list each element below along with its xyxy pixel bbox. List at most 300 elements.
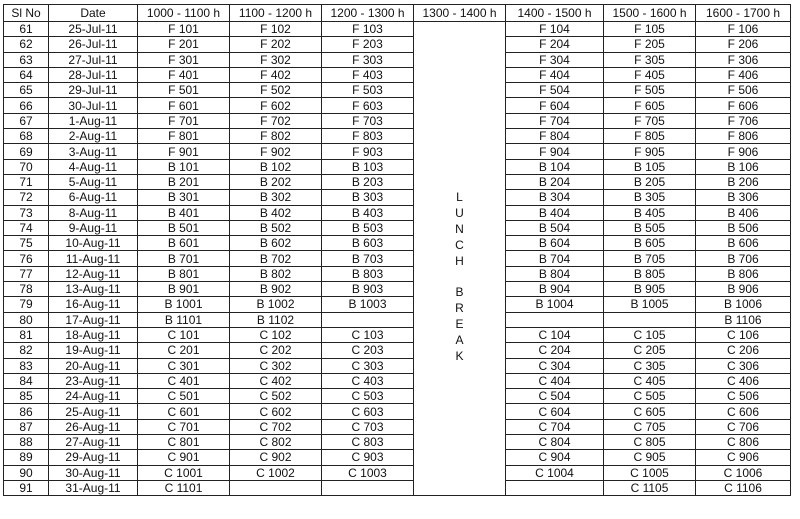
date-cell: 24-Aug-11 [49, 389, 138, 404]
date-cell: 27-Jul-11 [49, 52, 138, 67]
slot-1100-cell: F 402 [230, 67, 322, 82]
slot-1200-cell: B 503 [322, 220, 414, 235]
slot-1200-cell: F 803 [322, 129, 414, 144]
header-row [4, 5, 791, 22]
slot-1400-cell: F 704 [506, 113, 604, 128]
slot-1400-cell: B 104 [506, 159, 604, 174]
slot-1400-cell: F 404 [506, 67, 604, 82]
slot-1200-cell: C 103 [322, 327, 414, 342]
slot-1600-cell: C 606 [696, 404, 791, 419]
sl-no-cell: 82 [4, 343, 49, 358]
slot-1200-cell [322, 312, 414, 327]
table-row [4, 129, 791, 144]
slot-1500-cell: F 905 [604, 144, 696, 159]
slot-1100-cell: B 302 [230, 190, 322, 205]
date-cell: 2-Aug-11 [49, 129, 138, 144]
slot-1200-cell: C 803 [322, 435, 414, 450]
slot-1200-cell: C 403 [322, 373, 414, 388]
sl-no-cell: 72 [4, 190, 49, 205]
table-row [4, 282, 791, 297]
slot-1000-cell: C 1101 [138, 480, 230, 495]
table-row [4, 358, 791, 373]
slot-1400-cell: F 504 [506, 83, 604, 98]
date-cell: 13-Aug-11 [49, 282, 138, 297]
slot-1000-cell: F 301 [138, 52, 230, 67]
slot-1600-cell: B 506 [696, 220, 791, 235]
sl-no-cell: 67 [4, 113, 49, 128]
slot-1200-cell: C 703 [322, 419, 414, 434]
slot-1400-cell: C 404 [506, 373, 604, 388]
slot-1400-cell: F 804 [506, 129, 604, 144]
slot-1400-cell: C 204 [506, 343, 604, 358]
sl-no-cell: 86 [4, 404, 49, 419]
lunch-break-label [414, 22, 505, 365]
slot-1200-cell: B 103 [322, 159, 414, 174]
slot-1500-cell: F 805 [604, 129, 696, 144]
date-cell: 19-Aug-11 [49, 343, 138, 358]
sl-no-cell: 87 [4, 419, 49, 434]
table-row [4, 435, 791, 450]
slot-1600-cell: C 906 [696, 450, 791, 465]
date-cell: 3-Aug-11 [49, 144, 138, 159]
slot-1200-cell: C 1003 [322, 465, 414, 480]
slot-1000-cell: F 601 [138, 98, 230, 113]
slot-1100-cell: B 402 [230, 205, 322, 220]
slot-1000-cell: C 201 [138, 343, 230, 358]
date-cell: 5-Aug-11 [49, 174, 138, 189]
slot-1500-cell: B 405 [604, 205, 696, 220]
slot-1200-cell: C 903 [322, 450, 414, 465]
header-sl-no: Sl No [4, 5, 49, 22]
slot-1100-cell: C 802 [230, 435, 322, 450]
slot-1600-cell: F 306 [696, 52, 791, 67]
table-row [4, 67, 791, 82]
slot-1100-cell: F 302 [230, 52, 322, 67]
slot-1000-cell: B 201 [138, 174, 230, 189]
slot-1000-cell: C 1001 [138, 465, 230, 480]
table-row [4, 266, 791, 281]
slot-1600-cell: F 406 [696, 67, 791, 82]
slot-1000-cell: C 101 [138, 327, 230, 342]
slot-1000-cell: C 701 [138, 419, 230, 434]
header-slot-1400: 1400 - 1500 h [506, 5, 604, 22]
slot-1200-cell: B 903 [322, 282, 414, 297]
slot-1600-cell: C 206 [696, 343, 791, 358]
sl-no-cell: 70 [4, 159, 49, 174]
sl-no-cell: 71 [4, 174, 49, 189]
slot-1100-cell: F 702 [230, 113, 322, 128]
sl-no-cell: 65 [4, 83, 49, 98]
sl-no-cell: 77 [4, 266, 49, 281]
slot-1600-cell: B 206 [696, 174, 791, 189]
lunch-letter: E [455, 317, 464, 332]
table-row [4, 297, 791, 312]
slot-1500-cell: C 1105 [604, 480, 696, 495]
slot-1000-cell: B 1101 [138, 312, 230, 327]
date-cell: 25-Jul-11 [49, 22, 138, 37]
slot-1200-cell: F 103 [322, 22, 414, 37]
slot-1500-cell: B 605 [604, 236, 696, 251]
slot-1500-cell: C 705 [604, 419, 696, 434]
slot-1200-cell: B 403 [322, 205, 414, 220]
slot-1100-cell: C 502 [230, 389, 322, 404]
slot-1400-cell: C 904 [506, 450, 604, 465]
slot-1400-cell: B 704 [506, 251, 604, 266]
slot-1100-cell: F 802 [230, 129, 322, 144]
slot-1100-cell [230, 480, 322, 495]
slot-1200-cell: F 603 [322, 98, 414, 113]
slot-1100-cell: B 602 [230, 236, 322, 251]
table-row [4, 52, 791, 67]
slot-1600-cell: F 206 [696, 37, 791, 52]
slot-1400-cell: B 1004 [506, 297, 604, 312]
slot-1500-cell: C 105 [604, 327, 696, 342]
date-cell: 29-Jul-11 [49, 83, 138, 98]
slot-1100-cell: C 602 [230, 404, 322, 419]
slot-1200-cell: F 903 [322, 144, 414, 159]
schedule-body [4, 22, 791, 496]
date-cell: 30-Aug-11 [49, 465, 138, 480]
slot-1000-cell: C 601 [138, 404, 230, 419]
slot-1400-cell: C 304 [506, 358, 604, 373]
slot-1100-cell: B 1102 [230, 312, 322, 327]
slot-1200-cell: C 603 [322, 404, 414, 419]
sl-no-cell: 62 [4, 37, 49, 52]
slot-1400-cell: B 304 [506, 190, 604, 205]
slot-1000-cell: F 201 [138, 37, 230, 52]
sl-no-cell: 64 [4, 67, 49, 82]
slot-1200-cell: C 303 [322, 358, 414, 373]
date-cell: 9-Aug-11 [49, 220, 138, 235]
slot-1500-cell: B 805 [604, 266, 696, 281]
date-cell: 30-Jul-11 [49, 98, 138, 113]
sl-no-cell: 85 [4, 389, 49, 404]
slot-1400-cell: C 1004 [506, 465, 604, 480]
slot-1400-cell: F 204 [506, 37, 604, 52]
header-slot-1300: 1300 - 1400 h [414, 5, 506, 22]
table-row [4, 343, 791, 358]
slot-1500-cell: C 305 [604, 358, 696, 373]
slot-1200-cell: B 803 [322, 266, 414, 281]
lunch-letter: L [456, 190, 463, 204]
slot-1600-cell: B 906 [696, 282, 791, 297]
slot-1500-cell: C 905 [604, 450, 696, 465]
sl-no-cell: 83 [4, 358, 49, 373]
slot-1000-cell: C 501 [138, 389, 230, 404]
slot-1200-cell: B 203 [322, 174, 414, 189]
sl-no-cell: 78 [4, 282, 49, 297]
slot-1200-cell: B 703 [322, 251, 414, 266]
slot-1000-cell: C 401 [138, 373, 230, 388]
header-slot-1000: 1000 - 1100 h [138, 5, 230, 22]
date-cell: 8-Aug-11 [49, 205, 138, 220]
lunch-letter: B [455, 285, 464, 300]
lunch-letter: U [455, 205, 464, 220]
table-row [4, 236, 791, 251]
table-row [4, 480, 791, 495]
lunch-letter: H [455, 253, 464, 268]
header-date: Date [49, 5, 138, 22]
slot-1500-cell: F 105 [604, 22, 696, 37]
slot-1400-cell: F 904 [506, 144, 604, 159]
date-cell: 26-Jul-11 [49, 37, 138, 52]
sl-no-cell: 80 [4, 312, 49, 327]
header-slot-1600: 1600 - 1700 h [696, 5, 791, 22]
date-cell: 17-Aug-11 [49, 312, 138, 327]
slot-1500-cell: F 405 [604, 67, 696, 82]
sl-no-cell: 84 [4, 373, 49, 388]
sl-no-cell: 89 [4, 450, 49, 465]
slot-1500-cell: C 805 [604, 435, 696, 450]
date-cell: 18-Aug-11 [49, 327, 138, 342]
slot-1400-cell: B 504 [506, 220, 604, 235]
sl-no-cell: 88 [4, 435, 49, 450]
table-row [4, 22, 791, 37]
slot-1100-cell: C 702 [230, 419, 322, 434]
sl-no-cell: 73 [4, 205, 49, 220]
slot-1200-cell [322, 480, 414, 495]
table-row [4, 327, 791, 342]
slot-1600-cell: B 806 [696, 266, 791, 281]
header-slot-1100: 1100 - 1200 h [230, 5, 322, 22]
slot-1000-cell: B 801 [138, 266, 230, 281]
slot-1200-cell: F 503 [322, 83, 414, 98]
lunch-letter: C [455, 237, 464, 252]
table-row [4, 465, 791, 480]
slot-1000-cell: F 801 [138, 129, 230, 144]
slot-1200-cell: C 203 [322, 343, 414, 358]
table-row [4, 37, 791, 52]
slot-1000-cell: F 701 [138, 113, 230, 128]
slot-1400-cell [506, 312, 604, 327]
slot-1400-cell: C 804 [506, 435, 604, 450]
date-cell: 11-Aug-11 [49, 251, 138, 266]
slot-1500-cell: B 1005 [604, 297, 696, 312]
slot-1100-cell: B 102 [230, 159, 322, 174]
sl-no-cell: 81 [4, 327, 49, 342]
slot-1200-cell: B 303 [322, 190, 414, 205]
slot-1400-cell [506, 480, 604, 495]
slot-1400-cell: C 704 [506, 419, 604, 434]
slot-1000-cell: F 401 [138, 67, 230, 82]
slot-1400-cell: C 604 [506, 404, 604, 419]
table-row [4, 190, 791, 205]
date-cell: 10-Aug-11 [49, 236, 138, 251]
slot-1200-cell: F 703 [322, 113, 414, 128]
slot-1600-cell: C 106 [696, 327, 791, 342]
date-cell: 29-Aug-11 [49, 450, 138, 465]
slot-1500-cell: B 105 [604, 159, 696, 174]
slot-1600-cell: F 506 [696, 83, 791, 98]
slot-1500-cell: B 505 [604, 220, 696, 235]
date-cell: 4-Aug-11 [49, 159, 138, 174]
slot-1000-cell: B 1001 [138, 297, 230, 312]
slot-1100-cell: B 202 [230, 174, 322, 189]
table-row [4, 144, 791, 159]
slot-1600-cell: F 106 [696, 22, 791, 37]
slot-1100-cell: B 802 [230, 266, 322, 281]
slot-1500-cell: B 205 [604, 174, 696, 189]
sl-no-cell: 63 [4, 52, 49, 67]
date-cell: 16-Aug-11 [49, 297, 138, 312]
slot-1600-cell: B 606 [696, 236, 791, 251]
table-row [4, 159, 791, 174]
slot-1000-cell: B 901 [138, 282, 230, 297]
slot-1100-cell: F 502 [230, 83, 322, 98]
slot-1600-cell: C 806 [696, 435, 791, 450]
table-row [4, 205, 791, 220]
table-row [4, 220, 791, 235]
slot-1600-cell: C 1006 [696, 465, 791, 480]
date-cell: 25-Aug-11 [49, 404, 138, 419]
slot-1400-cell: B 804 [506, 266, 604, 281]
slot-1000-cell: C 801 [138, 435, 230, 450]
slot-1600-cell: B 706 [696, 251, 791, 266]
slot-1500-cell: F 705 [604, 113, 696, 128]
slot-1600-cell: B 1006 [696, 297, 791, 312]
slot-1400-cell: C 504 [506, 389, 604, 404]
lunch-letter: A [455, 333, 464, 348]
header-slot-1200: 1200 - 1300 h [322, 5, 414, 22]
slot-1500-cell: F 305 [604, 52, 696, 67]
slot-1400-cell: B 904 [506, 282, 604, 297]
slot-1500-cell: B 305 [604, 190, 696, 205]
table-row [4, 450, 791, 465]
table-row [4, 83, 791, 98]
table-row [4, 373, 791, 388]
schedule-table [3, 4, 791, 496]
slot-1200-cell: F 403 [322, 67, 414, 82]
sl-no-cell: 79 [4, 297, 49, 312]
slot-1400-cell: F 604 [506, 98, 604, 113]
slot-1600-cell: F 706 [696, 113, 791, 128]
slot-1100-cell: B 902 [230, 282, 322, 297]
sl-no-cell: 74 [4, 220, 49, 235]
slot-1200-cell: F 203 [322, 37, 414, 52]
slot-1000-cell: B 701 [138, 251, 230, 266]
table-row [4, 251, 791, 266]
slot-1500-cell: C 205 [604, 343, 696, 358]
slot-1100-cell: C 202 [230, 343, 322, 358]
sl-no-cell: 66 [4, 98, 49, 113]
slot-1100-cell: C 902 [230, 450, 322, 465]
slot-1400-cell: B 404 [506, 205, 604, 220]
slot-1500-cell: B 705 [604, 251, 696, 266]
table-row [4, 98, 791, 113]
slot-1400-cell: F 104 [506, 22, 604, 37]
lunch-letter: K [455, 349, 464, 364]
slot-1400-cell: F 304 [506, 52, 604, 67]
date-cell: 23-Aug-11 [49, 373, 138, 388]
slot-1600-cell: C 706 [696, 419, 791, 434]
slot-1500-cell: B 905 [604, 282, 696, 297]
slot-1200-cell: B 603 [322, 236, 414, 251]
slot-1500-cell: F 505 [604, 83, 696, 98]
slot-1000-cell: C 301 [138, 358, 230, 373]
slot-1100-cell: C 302 [230, 358, 322, 373]
date-cell: 27-Aug-11 [49, 435, 138, 450]
slot-1400-cell: C 104 [506, 327, 604, 342]
slot-1600-cell: F 906 [696, 144, 791, 159]
slot-1100-cell: B 702 [230, 251, 322, 266]
slot-1600-cell: C 1106 [696, 480, 791, 495]
slot-1000-cell: B 101 [138, 159, 230, 174]
slot-1600-cell: C 406 [696, 373, 791, 388]
sl-no-cell: 91 [4, 480, 49, 495]
slot-1100-cell: B 1002 [230, 297, 322, 312]
header-slot-1500: 1500 - 1600 h [604, 5, 696, 22]
slot-1600-cell: B 106 [696, 159, 791, 174]
sl-no-cell: 68 [4, 129, 49, 144]
date-cell: 6-Aug-11 [49, 190, 138, 205]
sl-no-cell: 76 [4, 251, 49, 266]
slot-1600-cell: F 806 [696, 129, 791, 144]
slot-1500-cell: C 605 [604, 404, 696, 419]
table-row [4, 404, 791, 419]
sl-no-cell: 69 [4, 144, 49, 159]
slot-1100-cell: F 902 [230, 144, 322, 159]
table-row [4, 174, 791, 189]
date-cell: 31-Aug-11 [49, 480, 138, 495]
slot-1200-cell: F 303 [322, 52, 414, 67]
slot-1000-cell: F 101 [138, 22, 230, 37]
slot-1100-cell: B 502 [230, 220, 322, 235]
slot-1100-cell: F 202 [230, 37, 322, 52]
date-cell: 28-Jul-11 [49, 67, 138, 82]
date-cell: 12-Aug-11 [49, 266, 138, 281]
slot-1600-cell: B 406 [696, 205, 791, 220]
slot-1000-cell: B 301 [138, 190, 230, 205]
slot-1500-cell: C 405 [604, 373, 696, 388]
slot-1200-cell: B 1003 [322, 297, 414, 312]
slot-1500-cell: F 605 [604, 98, 696, 113]
date-cell: 26-Aug-11 [49, 419, 138, 434]
slot-1100-cell: F 602 [230, 98, 322, 113]
table-row [4, 389, 791, 404]
slot-1000-cell: C 901 [138, 450, 230, 465]
slot-1000-cell: B 501 [138, 220, 230, 235]
slot-1600-cell: B 1106 [696, 312, 791, 327]
slot-1500-cell: F 205 [604, 37, 696, 52]
table-row [4, 113, 791, 128]
slot-1100-cell: C 402 [230, 373, 322, 388]
lunch-break-cell [414, 22, 506, 496]
slot-1400-cell: B 204 [506, 174, 604, 189]
slot-1600-cell: C 306 [696, 358, 791, 373]
date-cell: 1-Aug-11 [49, 113, 138, 128]
lunch-letter: R [455, 301, 464, 316]
slot-1000-cell: F 901 [138, 144, 230, 159]
slot-1500-cell: C 1005 [604, 465, 696, 480]
table-row [4, 312, 791, 327]
slot-1100-cell: F 102 [230, 22, 322, 37]
slot-1400-cell: B 604 [506, 236, 604, 251]
table-row [4, 419, 791, 434]
slot-1500-cell: C 505 [604, 389, 696, 404]
slot-1600-cell: B 306 [696, 190, 791, 205]
sl-no-cell: 75 [4, 236, 49, 251]
slot-1500-cell [604, 312, 696, 327]
slot-1600-cell: F 606 [696, 98, 791, 113]
slot-1000-cell: B 601 [138, 236, 230, 251]
slot-1100-cell: C 1002 [230, 465, 322, 480]
sl-no-cell: 90 [4, 465, 49, 480]
date-cell: 20-Aug-11 [49, 358, 138, 373]
lunch-letter: N [455, 221, 464, 236]
sl-no-cell: 61 [4, 22, 49, 37]
slot-1200-cell: C 503 [322, 389, 414, 404]
slot-1000-cell: F 501 [138, 83, 230, 98]
